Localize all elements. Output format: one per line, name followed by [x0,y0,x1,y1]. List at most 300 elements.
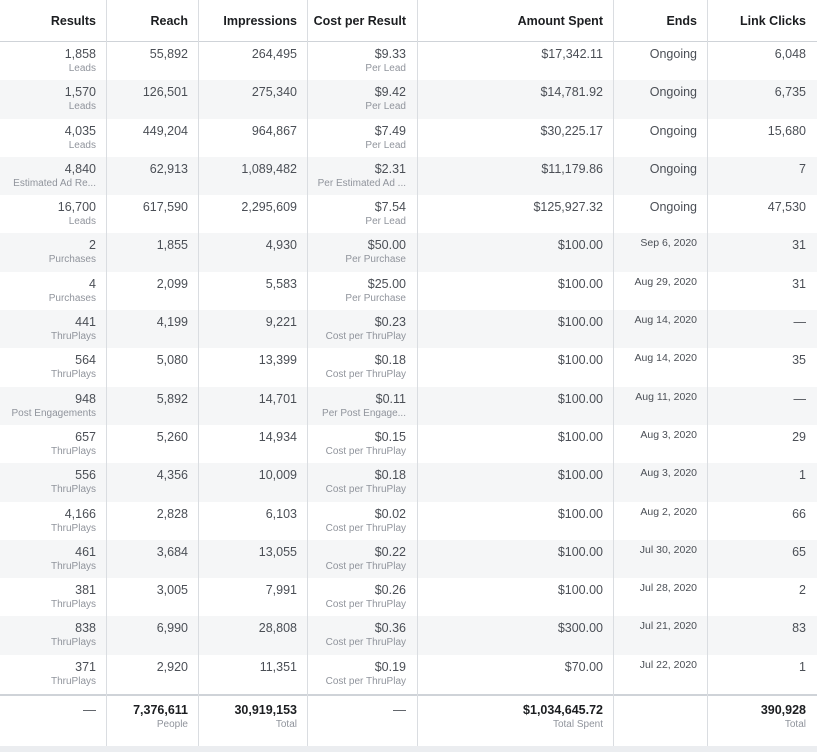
amount-spent-cell [418,540,603,578]
amount-spent-cell [418,157,603,195]
cost-value: $25.00 [367,276,406,291]
impressions-cell [199,387,297,425]
reach-value: 2,828 [156,506,188,521]
results-cell [0,540,96,578]
results-type-label: ThruPlays [50,560,96,572]
reach-cell [107,463,188,501]
ends-cell [614,195,697,233]
ends-value: Jul 30, 2020 [639,543,697,556]
link-clicks-cell [708,502,806,540]
amount-spent-value: $100.00 [557,544,603,559]
ends-value: Sep 6, 2020 [640,237,697,250]
ends-cell [614,80,697,118]
table-row[interactable] [0,310,817,348]
cost-value: $0.22 [374,544,406,559]
results-cell [0,463,96,501]
reach-value: 2,099 [156,276,188,291]
impressions-value: 13,055 [258,544,297,559]
results-type-label: Leads [68,139,96,151]
ends-cell [614,502,697,540]
link-clicks-value: 7 [799,161,806,176]
table-row[interactable] [0,119,817,157]
impressions-value: 11,351 [259,659,297,674]
amount-spent-value: $100.00 [557,315,603,330]
link-clicks-cell [708,310,806,348]
table-row[interactable] [0,540,817,578]
column-header-amount-spent[interactable]: Amount Spent [517,14,603,28]
link-clicks-cell [708,233,806,271]
total-cost-value: — [393,702,406,717]
link-clicks-cell [708,80,806,118]
column-header-ends[interactable]: Ends [666,14,697,28]
impressions-value: 264,495 [251,47,297,61]
cost-value: $0.18 [374,468,406,483]
amount-spent-cell [418,425,603,463]
cost-value: $7.49 [374,123,406,138]
cost-per-result-cell [308,348,406,386]
cost-type-label: Cost per ThruPlay [325,331,406,343]
reach-cell [107,80,188,118]
ends-value: Ongoing [649,85,697,100]
ends-value: Ongoing [649,47,697,61]
reach-cell [107,119,188,157]
total-impressions-label: Total [275,719,297,730]
cost-type-label: Cost per ThruPlay [325,637,406,649]
ends-cell [614,655,697,693]
amount-spent-value: $100.00 [557,583,603,598]
amount-spent-value: $17,342.11 [541,47,603,61]
results-value: 461 [75,544,96,559]
results-cell [0,119,96,157]
ends-value: Jul 21, 2020 [639,620,697,633]
reach-value: 6,990 [156,621,188,636]
results-value: 838 [75,621,96,636]
ends-value: Aug 3, 2020 [640,467,697,480]
cost-value: $2.31 [374,161,406,176]
link-clicks-value: 6,735 [774,85,806,100]
amount-spent-cell [418,272,603,310]
link-clicks-value: 65 [792,544,806,559]
results-value: 1,858 [64,47,96,61]
reach-cell [107,655,188,693]
results-type-label: ThruPlays [50,599,96,611]
impressions-cell [199,425,297,463]
results-type-label: ThruPlays [50,445,96,457]
amount-spent-cell [418,578,603,616]
cost-type-label: Per Lead [365,216,406,228]
reach-cell [107,348,188,386]
total-amount-value: $1,034,645.72 [523,703,603,717]
reach-cell [107,233,188,271]
impressions-value: 4,930 [265,238,297,253]
link-clicks-cell [708,387,806,425]
table-row[interactable] [0,157,817,195]
cost-value: $0.18 [374,353,406,368]
results-cell [0,80,96,118]
results-type-label: Purchases [48,292,96,304]
results-value: 556 [75,468,96,483]
reach-cell [107,502,188,540]
results-type-label: ThruPlays [50,331,96,343]
impressions-value: 13,399 [258,353,297,368]
cost-per-result-cell [308,310,406,348]
cost-type-label: Cost per ThruPlay [325,484,406,496]
cost-per-result-cell [308,233,406,271]
ends-cell [614,157,697,195]
column-header-link-clicks[interactable]: Link Clicks [740,14,806,28]
link-clicks-cell [708,119,806,157]
column-header-cost-per-result[interactable]: Cost per Result [313,14,406,28]
impressions-cell [199,502,297,540]
cost-per-result-cell [308,502,406,540]
impressions-cell [199,272,297,310]
table-row[interactable] [0,578,817,616]
cost-per-result-cell [308,387,406,425]
reach-cell [107,272,188,310]
link-clicks-value: 29 [792,429,806,444]
results-value: 371 [75,659,96,674]
results-value: 657 [75,429,96,444]
reach-cell [107,387,188,425]
amount-spent-value: $100.00 [557,506,603,521]
cost-value: $7.54 [374,200,406,215]
column-header-results[interactable]: Results [50,14,96,28]
total-amount-label: Total Spent [552,719,603,730]
total-cost [308,696,406,746]
reach-value: 3,005 [156,583,188,598]
ends-value: Aug 11, 2020 [635,390,697,403]
impressions-value: 10,009 [258,468,297,483]
reach-cell [107,157,188,195]
column-header-impressions[interactable]: Impressions [223,14,297,28]
impressions-value: 964,867 [251,123,297,138]
reach-value: 2,920 [156,659,188,674]
results-type-label: Leads [68,63,96,74]
reach-value: 62,913 [149,161,188,176]
results-type-label: ThruPlays [50,675,96,687]
ends-value: Aug 14, 2020 [634,352,697,365]
ends-cell [614,425,697,463]
results-cell [0,425,96,463]
amount-spent-value: $100.00 [557,429,603,444]
total-reach-value: 7,376,611 [133,703,188,717]
link-clicks-cell [708,272,806,310]
ends-cell [614,310,697,348]
cost-per-result-cell [308,195,406,233]
results-type-label: Post Engagements [11,407,96,419]
total-impressions-value: 30,919,153 [234,703,297,717]
reach-value: 126,501 [142,85,188,100]
ends-cell [614,578,697,616]
cost-per-result-cell [308,272,406,310]
ends-value: Aug 3, 2020 [640,428,697,441]
reach-cell [107,42,188,80]
cost-type-label: Per Lead [365,101,406,113]
impressions-cell [199,463,297,501]
reach-value: 3,684 [156,544,188,559]
horizontal-scrollbar-track[interactable] [0,746,817,752]
results-type-label: Leads [68,101,96,113]
column-header-reach[interactable]: Reach [150,14,188,28]
reach-value: 5,892 [156,391,188,406]
impressions-cell [199,348,297,386]
cost-value: $9.42 [374,85,406,100]
ends-value: Aug 29, 2020 [634,275,697,288]
link-clicks-value: 2 [799,583,806,598]
impressions-value: 6,103 [265,506,297,521]
table-row[interactable] [0,272,817,310]
amount-spent-value: $100.00 [557,391,603,406]
cost-type-label: Cost per ThruPlay [325,445,406,457]
cost-per-result-cell [308,42,406,80]
ends-cell [614,42,697,80]
results-cell [0,310,96,348]
cost-type-label: Per Purchase [345,292,406,304]
results-value: 4,166 [64,506,96,521]
link-clicks-cell [708,578,806,616]
table-row[interactable] [0,463,817,501]
amount-spent-cell [418,195,603,233]
reach-cell [107,616,188,654]
reach-value: 4,356 [156,468,188,483]
amount-spent-value: $30,225.17 [540,123,603,138]
cost-per-result-cell [308,425,406,463]
table-header [0,0,817,42]
ends-value: Jul 22, 2020 [639,658,697,671]
impressions-value: 1,089,482 [241,161,297,176]
link-clicks-cell [708,655,806,693]
impressions-cell [199,157,297,195]
table-body [0,42,817,693]
reach-value: 5,080 [156,353,188,368]
ends-value: Aug 14, 2020 [634,314,697,327]
reach-cell [107,578,188,616]
amount-spent-value: $100.00 [557,276,603,291]
cost-value: $0.02 [374,506,406,521]
link-clicks-cell [708,540,806,578]
reach-value: 55,892 [149,47,188,61]
results-type-label: ThruPlays [50,522,96,534]
cost-value: $9.33 [374,47,406,61]
amount-spent-value: $100.00 [557,468,603,483]
cost-type-label: Per Lead [365,63,406,74]
results-cell [0,387,96,425]
results-value: 1,570 [64,85,96,100]
link-clicks-cell [708,616,806,654]
impressions-cell [199,616,297,654]
link-clicks-value: 31 [792,238,806,253]
results-value: 4,035 [64,123,96,138]
total-amount-spent [418,696,603,746]
impressions-cell [199,578,297,616]
cost-type-label: Cost per ThruPlay [325,369,406,381]
results-value: 381 [75,583,96,598]
total-link-clicks [708,696,806,746]
table-row[interactable] [0,502,817,540]
amount-spent-cell [418,42,603,80]
results-value: 4,840 [64,161,96,176]
total-reach [107,696,188,746]
link-clicks-cell [708,157,806,195]
link-clicks-value: 47,530 [767,200,806,215]
results-cell [0,157,96,195]
ends-cell [614,463,697,501]
results-value: 948 [75,391,96,406]
cost-per-result-cell [308,616,406,654]
cost-per-result-cell [308,157,406,195]
results-type-label: Leads [68,216,96,228]
impressions-value: 7,991 [265,583,297,598]
link-clicks-cell [708,195,806,233]
amount-spent-cell [418,119,603,157]
results-cell [0,578,96,616]
reach-value: 1,855 [156,238,188,253]
cost-per-result-cell [308,655,406,693]
amount-spent-value: $125,927.32 [533,200,603,215]
table-row[interactable] [0,195,817,233]
ends-value: Ongoing [649,200,697,215]
impressions-value: 14,934 [258,429,297,444]
total-results-value: — [83,702,96,717]
link-clicks-value: 6,048 [774,47,806,61]
cost-per-result-cell [308,463,406,501]
results-cell [0,233,96,271]
cost-type-label: Cost per ThruPlay [325,675,406,687]
amount-spent-value: $70.00 [564,659,603,674]
amount-spent-value: $100.00 [557,353,603,368]
amount-spent-cell [418,655,603,693]
impressions-value: 2,295,609 [241,200,297,215]
results-value: 441 [75,315,96,330]
amount-spent-cell [418,233,603,271]
impressions-cell [199,655,297,693]
amount-spent-cell [418,463,603,501]
total-reach-label: People [156,719,188,730]
results-cell [0,348,96,386]
impressions-cell [199,310,297,348]
reach-value: 4,199 [156,315,188,330]
impressions-cell [199,195,297,233]
results-cell [0,272,96,310]
cost-value: $0.36 [374,621,406,636]
impressions-value: 5,583 [265,276,297,291]
reach-value: 617,590 [142,200,188,215]
cost-type-label: Per Estimated Ad ... [317,177,406,189]
ends-cell [614,119,697,157]
reach-value: 5,260 [156,429,188,444]
results-type-label: ThruPlays [50,637,96,649]
amount-spent-value: $14,781.92 [540,85,603,100]
total-impressions [199,696,297,746]
cost-type-label: Cost per ThruPlay [325,599,406,611]
table-row[interactable] [0,387,817,425]
link-clicks-value: — [793,315,806,330]
cost-value: $0.15 [374,429,406,444]
cost-type-label: Per Purchase [345,254,406,266]
cost-value: $0.11 [375,391,406,406]
cost-per-result-cell [308,540,406,578]
cost-per-result-cell [308,578,406,616]
table-row[interactable] [0,80,817,118]
impressions-value: 28,808 [258,621,297,636]
table-row[interactable] [0,348,817,386]
cost-value: $0.26 [374,583,406,598]
results-cell [0,502,96,540]
table-row[interactable] [0,233,817,271]
cost-type-label: Per Lead [365,139,406,151]
cost-per-result-cell [308,119,406,157]
ends-cell [614,616,697,654]
ends-cell [614,540,697,578]
amount-spent-value: $100.00 [557,238,603,253]
table-row[interactable] [0,42,817,80]
link-clicks-value: 66 [792,506,806,521]
amount-spent-cell [418,348,603,386]
link-clicks-cell [708,348,806,386]
results-cell [0,616,96,654]
impressions-value: 9,221 [265,315,297,330]
link-clicks-value: 35 [792,353,806,368]
cost-per-result-cell [308,80,406,118]
impressions-cell [199,540,297,578]
ends-value: Ongoing [649,123,697,138]
table-row[interactable] [0,655,817,693]
ends-value: Jul 28, 2020 [639,582,697,595]
reach-value: 449,204 [142,123,188,138]
link-clicks-cell [708,42,806,80]
cost-value: $0.23 [374,315,406,330]
link-clicks-cell [708,463,806,501]
impressions-value: 14,701 [258,391,297,406]
table-row[interactable] [0,616,817,654]
results-type-label: Purchases [48,254,96,266]
reach-cell [107,195,188,233]
ends-cell [614,272,697,310]
link-clicks-value: 15,680 [767,123,806,138]
cost-value: $0.19 [374,659,406,674]
ends-cell [614,348,697,386]
link-clicks-value: — [793,391,806,406]
link-clicks-value: 1 [799,468,806,483]
impressions-cell [199,119,297,157]
ends-value: Ongoing [649,161,697,176]
table-row[interactable] [0,425,817,463]
reach-cell [107,425,188,463]
cost-type-label: Cost per ThruPlay [325,522,406,534]
amount-spent-cell [418,502,603,540]
results-cell [0,655,96,693]
results-type-label: Estimated Ad Re... [13,177,96,189]
link-clicks-value: 31 [792,276,806,291]
results-type-label: ThruPlays [50,484,96,496]
total-results [0,696,96,746]
results-type-label: ThruPlays [50,369,96,381]
total-clicks-value: 390,928 [760,703,806,717]
totals-row [0,694,817,748]
results-value: 564 [75,353,96,368]
results-cell [0,195,96,233]
total-clicks-label: Total [784,719,806,730]
amount-spent-value: $300.00 [557,621,603,636]
impressions-cell [199,233,297,271]
impressions-value: 275,340 [251,85,297,100]
impressions-cell [199,80,297,118]
ends-value: Aug 2, 2020 [640,505,697,518]
amount-spent-cell [418,310,603,348]
amount-spent-cell [418,616,603,654]
link-clicks-value: 83 [792,621,806,636]
results-value: 16,700 [57,200,96,215]
